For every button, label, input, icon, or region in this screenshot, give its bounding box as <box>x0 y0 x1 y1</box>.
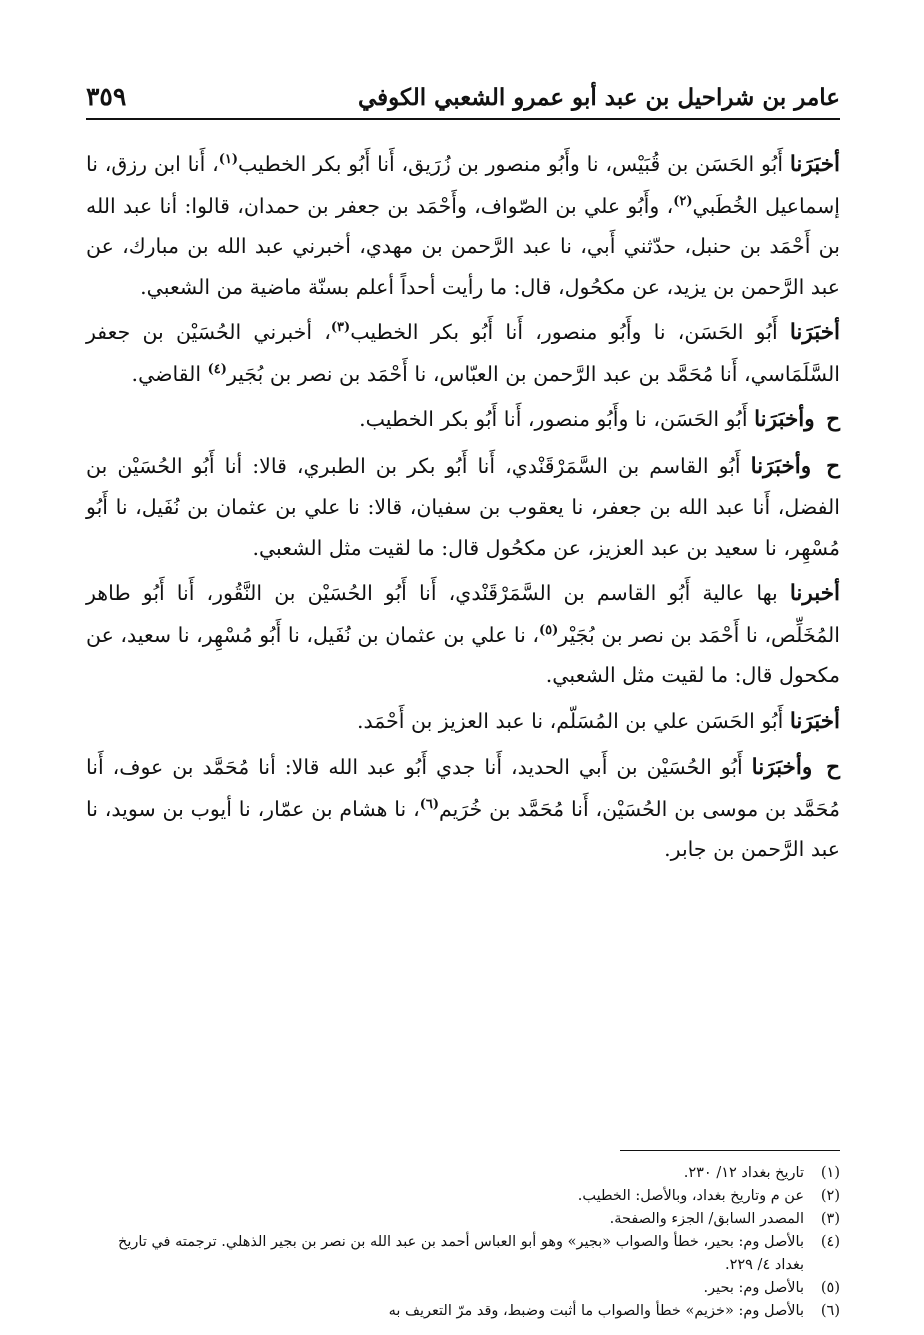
text-segment: أَبُو الحُسَيْن بن أَبي الحديد، أَنا جدي أَبُو عبد الله قالا: أنا مُحَمَّد بن عوف، أَنا مُحَمَّد بن موسى بن الحُسَيْن، أَنا مُحَمَّد بن خُرَيم <box>86 755 841 821</box>
main-text <box>86 144 840 875</box>
isnad-keyword: أخبَرَنا <box>789 708 840 734</box>
footnote-number: (١) <box>820 1165 840 1181</box>
footnote-text: تاريخ بغداد ١٢/ ٢٣٠. <box>683 1165 804 1181</box>
footnote-number: (٥) <box>820 1280 840 1296</box>
text-segment: ، نا علي بن عثمان بن نُفَيل، نا أَبُو مُسْهِر، نا سعيد، عن مكحول قال: ما لقيت مثل الشعبي. <box>86 622 840 687</box>
footnote-separator <box>620 1150 840 1151</box>
isnad-keyword: وأخبَرَنا <box>754 407 823 432</box>
tahwil-marker: ح <box>826 453 840 479</box>
tahwil-marker: ح <box>826 755 840 780</box>
footnote-ref: (٣) <box>330 320 351 336</box>
isnad-keyword: وأخبَرَنا <box>750 453 823 479</box>
footnote-number: (٣) <box>820 1211 840 1227</box>
text-segment: ، نا هشام بن عمّار، نا أيوب بن سويد، نا عبد الرَّحمن بن جابر. <box>86 796 840 861</box>
isnad-keyword: أخبَرَنا <box>789 152 840 177</box>
footnote <box>86 1162 840 1185</box>
footnote-number: (٢) <box>820 1188 840 1204</box>
paragraph <box>86 446 840 569</box>
footnote <box>86 1208 840 1231</box>
footnote-text: بالأصل وم: «خزيم» خطأ والصواب ما أثبت وضبط، وقد مرّ التعريف به <box>388 1303 804 1319</box>
text-segment: ، وأَبُو علي بن الصّواف، وأَحْمَد بن جعفر بن حمدان، قالوا: أنا عبد الله بن أَحْمَد بن حنبل، حدّثني أَبي، نا عبد الرَّحمن بن مهدي، أخبرني عبد الله بن مبارك، عن عبد الرَّحمن بن يزيد، عن مكحُول، قال: ما رأيت أحداً أعلم بسنّة ماضية من الشعبي. <box>86 193 840 299</box>
footnotes <box>86 1162 840 1323</box>
paragraph <box>86 573 840 696</box>
footnote-text: المصدر السابق/ الجزء والصفحة. <box>609 1211 804 1227</box>
text-segment: ، أخبرني الحُسَيْن بن جعفر السَّلَمَاسي، أَنا مُحَمَّد بن عبد الرَّحمن بن العبّاس، نا أَحْمَد بن نصر بن بُجَير <box>86 320 840 386</box>
text-segment: ، أَنا ابن رزق، نا إسماعيل الخُطَبي <box>86 152 840 218</box>
page-header <box>86 78 840 118</box>
page-number: ٣٥٩ <box>86 82 127 111</box>
footnote-text: بالأصل وم: بحير. <box>703 1280 804 1296</box>
footnote <box>86 1300 840 1323</box>
running-title: عامر بن شراحيل بن عبد أبو عمرو الشعبي الكوفي <box>357 84 840 111</box>
footnote-number: (٤) <box>820 1234 840 1250</box>
footnote-ref: (٤) <box>207 361 227 377</box>
text-segment: أَبُو الحَسَن علي بن المُسَلّم، نا عبد العزيز بن أَحْمَد. <box>356 708 790 733</box>
footnote-text: عن م وتاريخ بغداد، وبالأصل: الخطيب. <box>577 1188 804 1204</box>
paragraph <box>86 399 840 441</box>
footnote <box>86 1231 840 1277</box>
text-segment: القاضي. <box>131 361 208 386</box>
isnad-keyword: أخبرنا <box>789 581 840 606</box>
footnote <box>86 1277 840 1300</box>
paragraph <box>86 701 840 743</box>
footnote-text: بالأصل وم: بحير، خطأ والصواب «بجير» وهو أبو العباس أحمد بن عبد الله بن نصر بن بجير الذهلي. ترجمته في تاريخ بغداد ٤/ ٢٢٩. <box>118 1234 804 1273</box>
footnote <box>86 1185 840 1208</box>
text-segment: أَبُو الحَسَن، نا وأَبُو منصور، أَنا أَبُو بكر الخطيب. <box>359 407 755 431</box>
paragraph <box>86 747 840 870</box>
text-segment: أَبُو القاسم بن السَّمَرْقَنْدي، أَنا أَبُو بكر بن الطبري، قالا: أنا أَبُو الحُسَيْن بن الفضل، أَنا عبد الله بن جعفر، نا يعقوب بن سفيان، قالا: نا علي بن عثمان بن نُفَيل، نا أَبُو مُسْهِر، نا سعيد بن عبد العزيز، عن مكحُول قال: ما لقيت مثل الشعبي. <box>86 453 840 560</box>
header-rule <box>86 118 840 120</box>
tahwil-marker: ح <box>826 407 840 432</box>
paragraph <box>86 144 840 307</box>
footnote-ref: (١) <box>218 152 239 168</box>
footnote-ref: (٦) <box>419 796 439 812</box>
footnote-ref: (٥) <box>539 622 559 638</box>
footnote-number: (٦) <box>820 1303 840 1319</box>
footnote-ref: (٢) <box>673 193 693 209</box>
isnad-keyword: أخبَرَنا <box>789 320 840 345</box>
text-segment: بها عالية أَبُو القاسم بن السَّمَرْقَنْدي، أَنا أَبُو الحُسَيْن بن النَّقُور، أَنا أَبُو طاهر المُخَلِّص، نا أَحْمَد بن نصر بن بُجَيْر <box>86 581 840 647</box>
isnad-keyword: وأخبَرَنا <box>751 755 823 780</box>
book-page <box>86 78 841 1319</box>
text-segment: أَبُو الحَسَن، نا وأَبُو منصور، أَنا أَبُو بكر الخطيب <box>350 320 790 344</box>
text-segment: أَبُو الحَسَن بن قُبَيْس، نا وأَبُو منصور بن زُرَيق، أَنا أَبُو بكر الخطيب <box>238 152 790 176</box>
paragraph <box>86 312 840 394</box>
